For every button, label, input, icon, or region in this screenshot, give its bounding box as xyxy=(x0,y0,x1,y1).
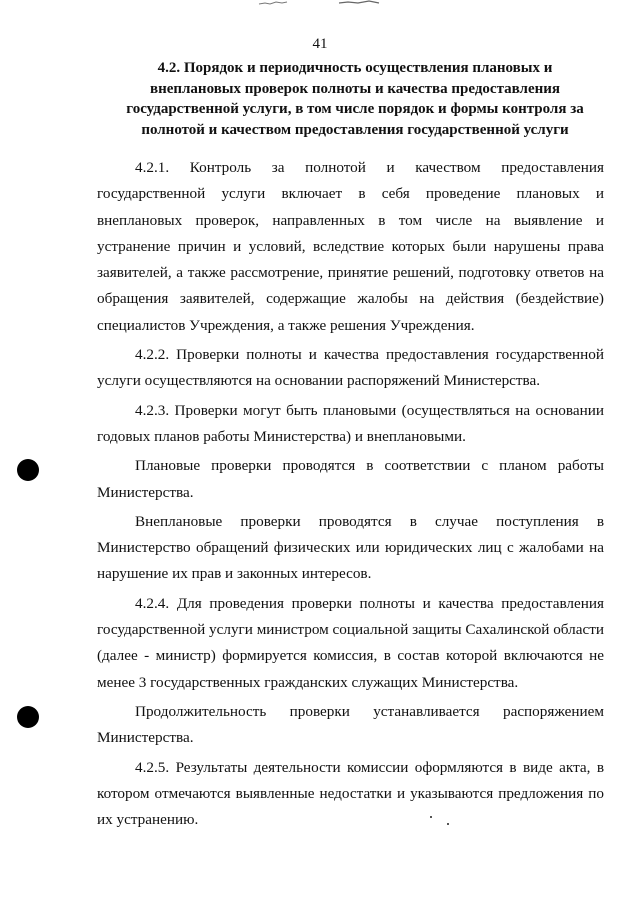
document-body xyxy=(97,155,604,833)
heading-line: 4.2. Порядок и периодичность осуществления плановых и xyxy=(157,60,553,76)
heading-line: полнотой и качеством предоставления государственной услуги xyxy=(141,121,569,138)
paragraph-planned-checks: Плановые проверки проводятся в соответствии с планом работы Министерства. xyxy=(97,457,604,501)
heading-line: государственной услуги, в том числе порядок и формы контроля за xyxy=(126,101,584,117)
punch-hole-lower xyxy=(17,706,39,728)
paragraph-check-duration: Продолжительность проверки устанавливается распоряжением Министерства. xyxy=(97,702,604,747)
punch-hole-upper xyxy=(17,459,39,481)
scan-speck xyxy=(430,816,432,818)
scan-artifact-right xyxy=(338,0,380,6)
scan-artifact-left xyxy=(258,0,288,6)
paragraph-unplanned-checks: Внеплановые проверки проводятся в случае поступления в Министерство обращений физических или юридических лиц с жалобами на нарушение их прав и законных интересов. xyxy=(97,512,604,583)
scan-speck xyxy=(447,823,449,825)
paragraph-4-2-2: 4.2.2. Проверки полноты и качества предоставления государственной услуги осуществляются на основании распоряжений Министерства. xyxy=(97,346,604,390)
paragraph-4-2-1: 4.2.1. Контроль за полнотой и качеством предоставления государственной услуги включает в себя проведение плановых и внеплановых проверок, направленных в том числе на выявление и устранение причин и условий, вследствие которых были нарушены права заявителей, а также рассмотрение, принятие решений, подготовку ответов на обращения заявителей, содержащие жалобы на действия (бездействие) специалистов Учреждения, а также решения Учреждения. xyxy=(97,159,604,334)
paragraph-4-2-3: 4.2.3. Проверки могут быть плановыми (осуществляться на основании годовых планов работы Министерства) и внеплановыми. xyxy=(97,401,604,445)
heading-line: внеплановых проверок полноты и качества предоставления xyxy=(149,80,561,97)
paragraph-4-2-5: 4.2.5. Результаты деятельности комиссии оформляются в виде акта, в котором отмечаются выявленные недостатки и указываются предложения по их устранению. xyxy=(97,758,604,829)
paragraph-4-2-4: 4.2.4. Для проведения проверки полноты и качества предоставления государственной услуги министром социальной защиты Сахалинской области (далее - министр) формируется комиссия, в состав которой включаются не менее 3 государственных гражданских служащих Министерства. xyxy=(97,594,604,691)
section-heading xyxy=(105,58,605,140)
page-number: 41 xyxy=(312,36,328,52)
